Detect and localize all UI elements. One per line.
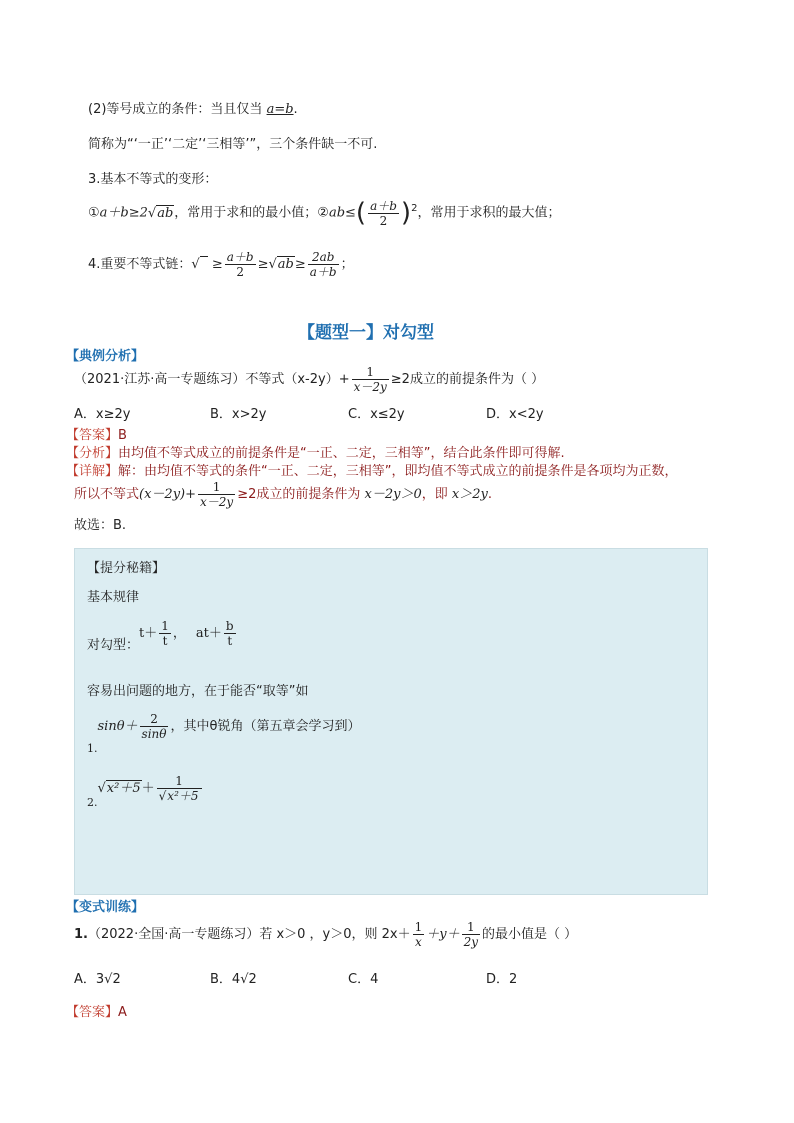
example-detail: 【详解】解：由均值不等式的条件“一正、二定，三相等”，即均值不等式成立的前提条件是各项均为正数， (66, 464, 678, 479)
example-option-d: D．x<2y (486, 407, 544, 422)
variant-formulas: ①a＋b≥2√ab，常用于求和的最小值；②ab≤( $\frac{a+b}{2}$ )$^2$，常用于求积的最大值； (88, 198, 561, 228)
example-choice: 故选：B. (74, 518, 127, 533)
example-question: （2021·江苏·高一专题练习）不等式（x-2y）+ $\frac{1}{x-2y}$ ≥2成立的前提条件为（ ） (74, 365, 545, 394)
tip-item-2: $_{2.}$√x²＋5＋ $\frac{1}{\text{√x²＋5}}$ (87, 774, 204, 809)
practice-label: 【变式训练】 (66, 900, 145, 915)
practice-question: 1.（2022·全国·高一专题练习）若 x＞0 ，y＞0，则 2x＋ $\frac{1}{x}$ ＋y＋ $\frac{1}{2y}$ 的最小值是（ ） (74, 920, 578, 949)
tip-item-1: $_{1.}$sinθ＋ $\frac{2}{\sin\theta}$ ，其中θ锐角（第五章会学习到） (87, 712, 361, 755)
variant-heading: 3.基本不等式的变形： (88, 172, 218, 187)
practice-option-c: C．4 (348, 972, 379, 987)
example-detail-conclusion: 所以不等式(x－2y)+ $\frac{1}{x-2y}$ ≥2成立的前提条件为 x－2y＞0，即 x＞2y. (74, 480, 492, 509)
practice-option-a: A．3√2 (74, 972, 121, 987)
inequality-chain: 4.重要不等式链：√ ≥ $\frac{a+b}{2}$ ≥√ab≥ $\frac{2ab}{a+b}$ ； (88, 250, 354, 279)
example-option-a: A．x≥2y (74, 407, 131, 422)
tip-title: 【提分秘籍】 (87, 561, 166, 576)
condition-a-eq-b: a=b (266, 102, 294, 117)
abbreviation-text: 简称为“‘一正’‘二定’‘三相等’”，三个条件缺一不可. (88, 137, 378, 152)
fraction-harmonic: $\frac{2ab}{a+b}$ (309, 250, 337, 279)
example-option-b: B．x>2y (210, 407, 267, 422)
tip-caution: 容易出问题的地方，在于能否“取等”如 (87, 684, 309, 699)
tip-box (74, 548, 708, 895)
tip-hook-forms: 对勾型：t＋ $\frac{1}{t}$ ， at＋ $\frac{b}{t}$ (87, 619, 234, 653)
fraction-mean: $\frac{a+b}{2}$ (226, 250, 254, 279)
section-title: 【题型一】对勾型 (298, 323, 434, 343)
example-option-c: C．x≤2y (348, 407, 405, 422)
example-analysis: 【分析】由均值不等式成立的前提条件是“一正、二定，三相等”，结合此条件即可得解. (66, 446, 565, 461)
sqrt-ab: √ab (147, 205, 174, 221)
example-answer: 【答案】B (66, 428, 127, 443)
practice-answer: 【答案】A (66, 1005, 127, 1020)
fraction-a-plus-b-over-2: $\frac{a+b}{2}$ (370, 198, 397, 228)
practice-option-d: D．2 (486, 972, 518, 987)
example-label: 【典例分析】 (66, 349, 145, 364)
practice-option-b: B．4√2 (210, 972, 257, 987)
tip-rule: 基本规律 (87, 590, 140, 605)
equality-condition: (2)等号成立的条件：当且仅当 a=b. (88, 102, 298, 117)
